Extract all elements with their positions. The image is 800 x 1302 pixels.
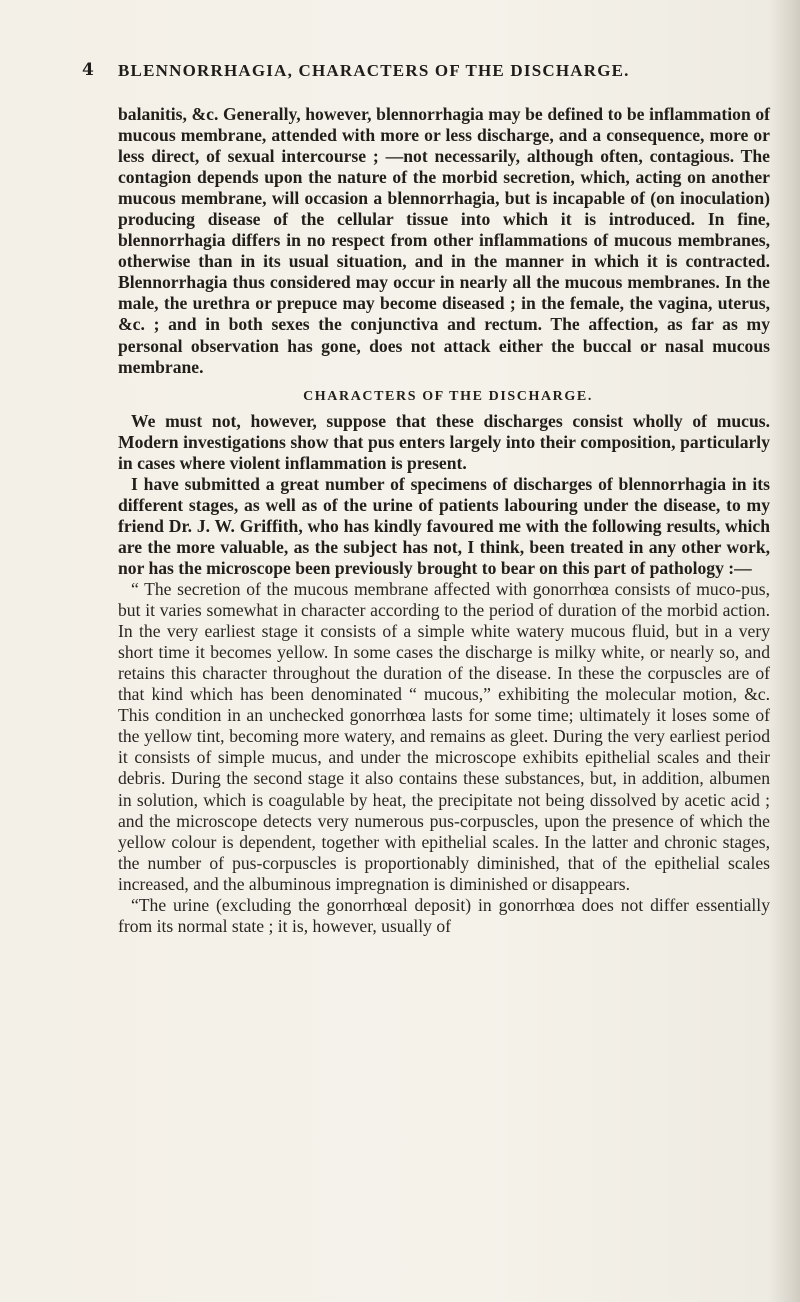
page-number: 4 — [82, 60, 94, 80]
section-heading: CHARACTERS OF THE DISCHARGE. — [303, 388, 593, 404]
paragraph-secretion-quote: “ The secretion of the mucous membrane affected with gonorrhœa consists of muco-pus, but it varies somewhat in character according to the period of duration of the morbid action. In the very earliest stage it consists of a simple white watery mucous fluid, but in a very short time it becomes yellow. In some cases the discharge is milky white, or nearly so, and retains this character throughout the duration of the disease. In these the corpuscles are of that kind which has been denominated “ mucous,” exhibiting the molecular motion, &c. This condition in an unchecked gonorrhœa lasts for some time; ultimately it loses some of the yellow tint, becoming more watery, and remains as gleet. During the very earliest period it consists of simple mucus, and under the microscope exhibits epithelial scales and their debris. During the second stage it also contains these substances, but, in addition, albumen in solution, which is coagulable by heat, the precipitate not being dissolved by acetic acid ; and the microscope detects very numerous pus-corpuscles, upon the presence of which the yellow colour is dependent, together with epithelial scales. In the latter and chronic stages, the number of pus-corpuscles is proportionably diminished, that of the epithelial scales increased, and the albuminous impregnation is diminished or disappears. — [118, 579, 770, 894]
running-head: BLENNORRHAGIA, CHARACTERS OF THE DISCHARGE. — [118, 61, 630, 80]
page-header — [0, 60, 800, 82]
paragraph-urine-quote: “The urine (excluding the gonorrhœal deposit) in gonorrhœa does not differ essentially from its normal state ; it is, however, usually of — [118, 894, 770, 936]
paragraph-specimens: I have submitted a great number of specimens of discharges of blennorrhagia in its different stages, as well as of the urine of patients labouring under the disease, to my friend Dr. J. W. Griffith, who has kindly favoured me with the following results, which are the more valuable, as the subject has not, I think, been treated in any other work, nor has the microscope been previously brought to bear on this part of pathology :— — [118, 473, 770, 578]
paragraph-mucus: We must not, however, suppose that these discharges consist wholly of mucus. Modern investigations show that pus enters largely into their composition, particularly in cases where violent inflammation is present. — [118, 410, 770, 473]
body-text — [118, 104, 770, 937]
paragraph-balanitis: balanitis, &c. Generally, however, blennorrhagia may be defined to be inflammation of mucous membrane, attended with more or less discharge, and a consequence, more or less direct, of sexual intercourse ; —not necessarily, although often, contagious. The contagion depends upon the nature of the morbid secretion, which, acting on another mucous membrane, will occasion a blennorrhagia, but is incapable of (on inoculation) producing disease of the cellular tissue into which it is introduced. In fine, blennorrhagia differs in no respect from other inflammations of mucous membranes, otherwise than in its usual situation, and in the manner in which it is contracted. Blennorrhagia thus considered may occur in nearly all the mucous membranes. In the male, the urethra or prepuce may become diseased ; in the female, the vagina, uterus, &c. ; and in both sexes the conjunctiva and rectum. The affection, as far as my personal observation has gone, does not attack either the buccal or nasal mucous membrane. — [118, 104, 770, 377]
